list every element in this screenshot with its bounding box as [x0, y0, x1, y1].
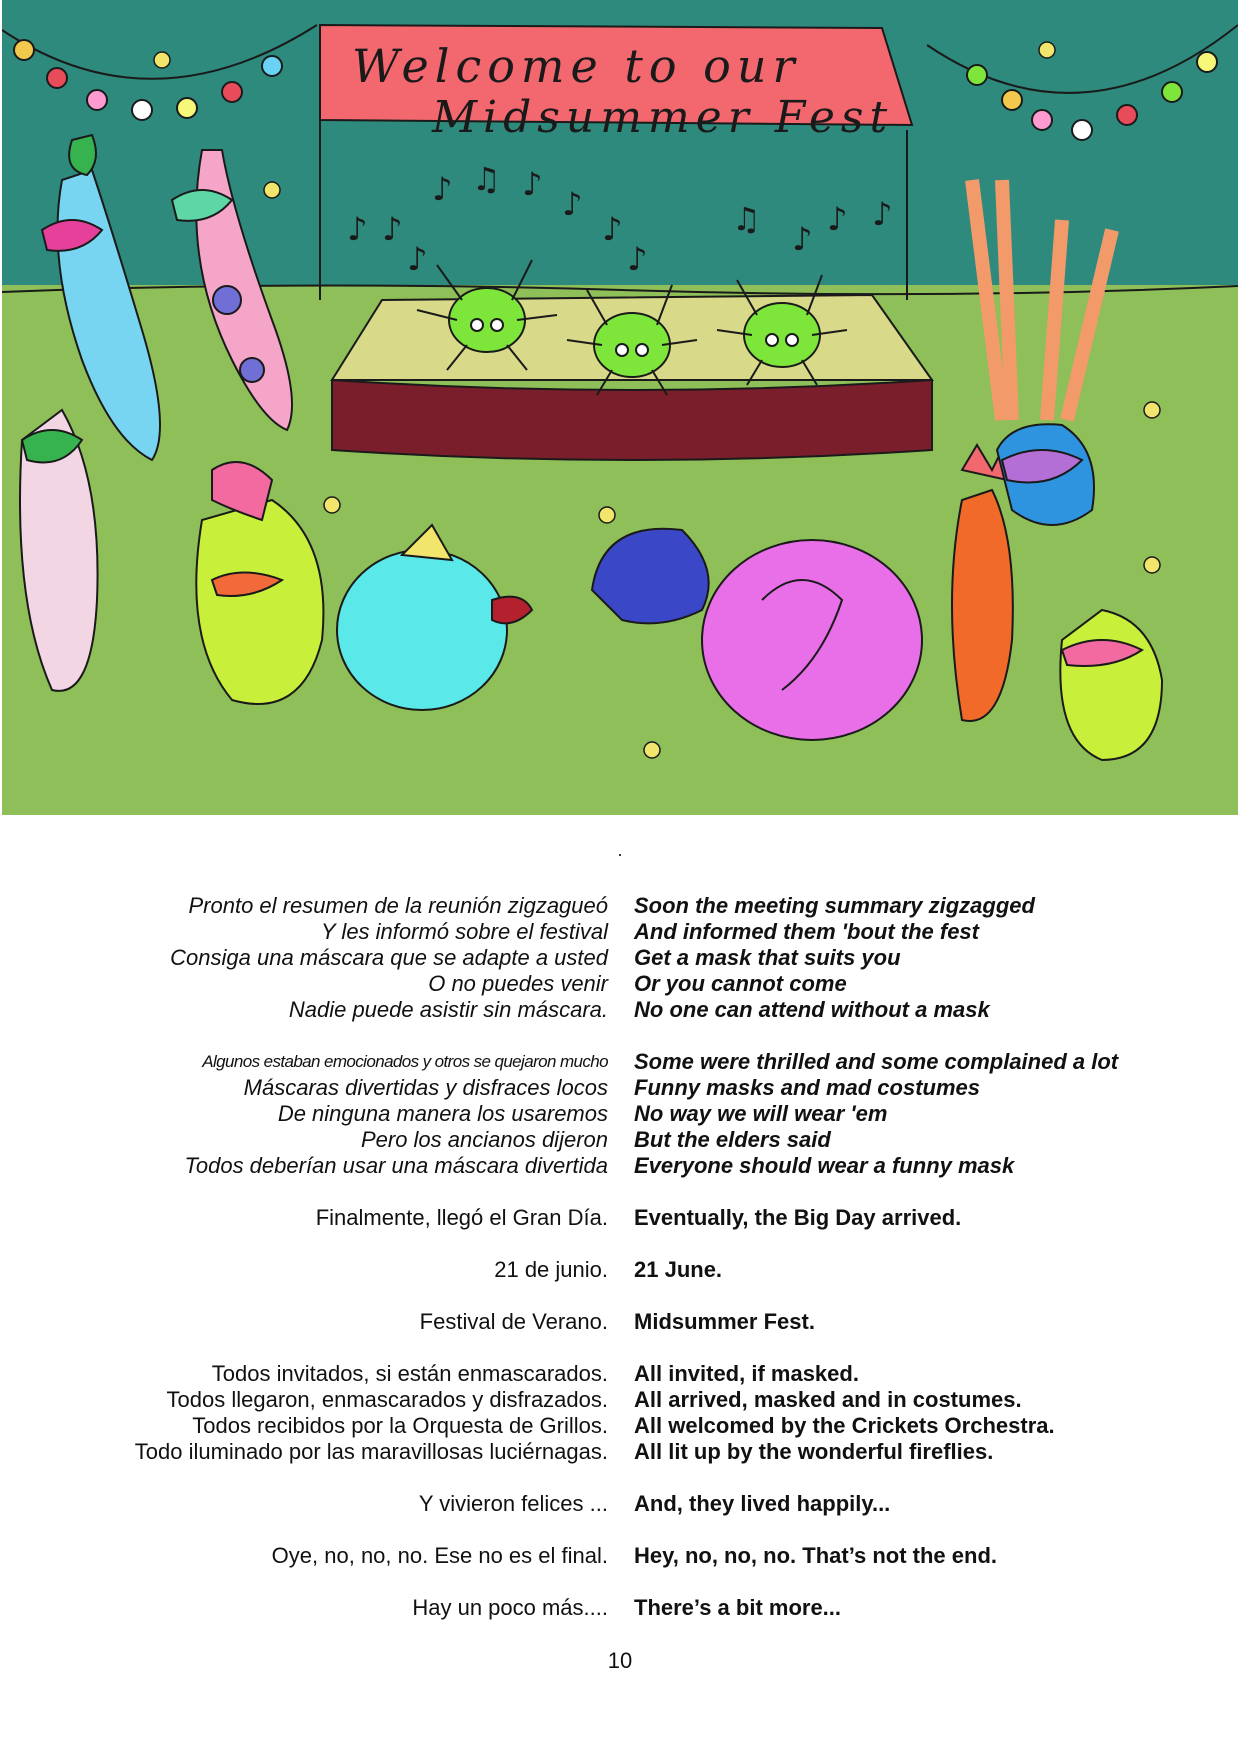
separator: . — [617, 840, 623, 860]
text-row — [0, 1257, 1240, 1283]
svg-text:♪: ♪ — [872, 195, 893, 233]
text-row — [0, 1491, 1240, 1517]
spanish-line: De ninguna manera los usaremos — [277, 1101, 608, 1126]
spanish-line: Oye, no, no, no. Ese no es el final. — [271, 1543, 608, 1568]
english-line: There’s a bit more... — [634, 1595, 842, 1620]
text-row — [0, 1153, 1240, 1179]
svg-text:♪: ♪ — [382, 210, 403, 248]
english-line: Some were thrilled and some complained a lot — [634, 1049, 1119, 1074]
spanish-line: Festival de Verano. — [419, 1309, 608, 1334]
english-line: Hey, no, no, no. That’s not the end. — [634, 1543, 997, 1568]
english-line: Or you cannot come — [634, 971, 847, 996]
spanish-line: Máscaras divertidas y disfraces locos — [243, 1075, 608, 1100]
english-line: All lit up by the wonderful fireflies. — [634, 1439, 994, 1464]
text-row — [0, 1543, 1240, 1569]
spanish-line: Hay un poco más.... — [412, 1595, 608, 1620]
svg-text:♪: ♪ — [432, 170, 453, 208]
text-row — [0, 1595, 1240, 1621]
svg-text:♪: ♪ — [602, 210, 623, 248]
text-row — [0, 893, 1240, 919]
english-line: Get a mask that suits you — [634, 945, 901, 970]
english-line: No one can attend without a mask — [634, 997, 990, 1022]
banner-line-2: Midsummer Fest — [432, 92, 894, 143]
english-line: And informed them 'bout the fest — [634, 919, 979, 944]
english-line: And, they lived happily... — [634, 1491, 891, 1516]
banner-line-1: Welcome to our — [352, 39, 801, 93]
text-row — [0, 1387, 1240, 1413]
spanish-line: Todos invitados, si están enmascarados. — [211, 1361, 608, 1386]
spanish-line: Y les informó sobre el festival — [321, 919, 608, 944]
spanish-line: O no puedes venir — [428, 971, 608, 996]
english-line: All arrived, masked and in costumes. — [634, 1387, 1022, 1412]
spanish-line: Pronto el resumen de la reunión zigzagueó — [188, 893, 608, 918]
svg-text:♫: ♫ — [732, 200, 761, 238]
spanish-line: Todos recibidos por la Orquesta de Grillos. — [192, 1413, 608, 1438]
text-row — [0, 1127, 1240, 1153]
text-row — [0, 945, 1240, 971]
spanish-line: Todos llegaron, enmascarados y disfrazados. — [166, 1387, 608, 1412]
svg-text:♫: ♫ — [472, 160, 501, 198]
spanish-line: Finalmente, llegó el Gran Día. — [315, 1205, 608, 1230]
svg-text:♪: ♪ — [792, 220, 813, 258]
svg-text:♪: ♪ — [627, 240, 648, 278]
text-row — [0, 1309, 1240, 1335]
text-row — [0, 1413, 1240, 1439]
illustration — [2, 0, 1238, 815]
spanish-line: Y vivieron felices ... — [418, 1491, 608, 1516]
spanish-line: Pero los ancianos dijeron — [360, 1127, 608, 1152]
svg-text:♪: ♪ — [562, 185, 583, 223]
text-row — [0, 919, 1240, 945]
svg-text:♪: ♪ — [407, 240, 428, 278]
english-line: Midsummer Fest. — [634, 1309, 815, 1334]
spanish-line: Consiga una máscara que se adapte a usted — [170, 945, 608, 970]
english-line: Funny masks and mad costumes — [634, 1075, 980, 1100]
svg-text:♪: ♪ — [522, 165, 543, 203]
english-line: Eventually, the Big Day arrived. — [634, 1205, 962, 1230]
english-line: All invited, if masked. — [634, 1361, 859, 1386]
english-line: Soon the meeting summary zigzagged — [634, 893, 1035, 918]
text-row — [0, 1075, 1240, 1101]
spanish-line: Nadie puede asistir sin máscara. — [288, 997, 608, 1022]
english-line: 21 June. — [634, 1257, 723, 1282]
spanish-line: Todo iluminado por las maravillosas luciérnagas. — [134, 1439, 608, 1464]
english-line: Everyone should wear a funny mask — [634, 1153, 1015, 1178]
svg-text:♪: ♪ — [347, 210, 368, 248]
text-row — [0, 1049, 1240, 1075]
spanish-line: Todos deberían usar una máscara divertida — [184, 1153, 608, 1178]
text-row — [0, 997, 1240, 1023]
english-line: No way we will wear 'em — [634, 1101, 888, 1126]
spanish-line: Algunos estaban emocionados y otros se quejaron mucho — [202, 1052, 608, 1071]
page-number: 10 — [607, 1648, 633, 1673]
spanish-line: 21 de junio. — [494, 1257, 608, 1282]
text-row — [0, 1361, 1240, 1387]
text-row — [0, 1101, 1240, 1127]
english-line: But the elders said — [634, 1127, 831, 1152]
svg-text:♪: ♪ — [827, 200, 848, 238]
text-row — [0, 971, 1240, 997]
text-row — [0, 1439, 1240, 1465]
text-row — [0, 1205, 1240, 1231]
english-line: All welcomed by the Crickets Orchestra. — [634, 1413, 1055, 1438]
